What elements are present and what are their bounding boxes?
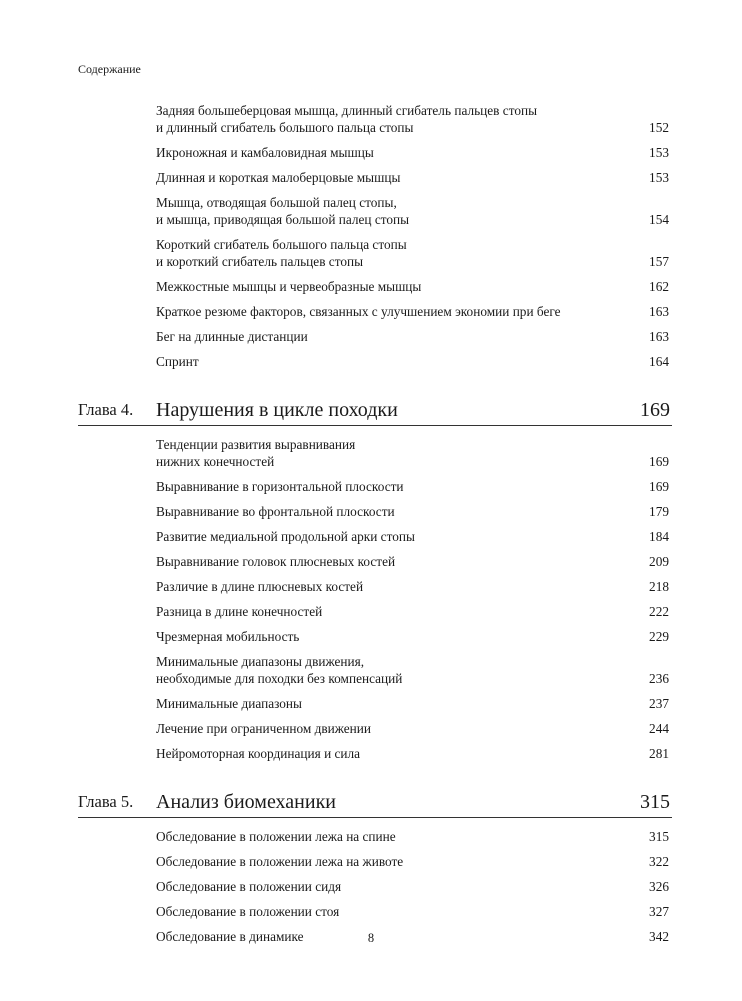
toc-entry-page-number: 236 [649, 671, 669, 686]
toc-entry-page-number: 179 [649, 504, 669, 519]
toc-entry-title: Обследование в положении лежа на спине [156, 829, 396, 844]
chapter-heading[interactable] [78, 787, 672, 818]
toc-entry-page-number: 153 [649, 170, 669, 185]
page-number: 8 [367, 931, 375, 945]
toc-entry[interactable] [156, 903, 669, 920]
toc-entry[interactable] [156, 878, 669, 895]
toc-entry[interactable] [156, 653, 669, 687]
toc-entry[interactable] [156, 303, 669, 320]
toc-entry-title: Минимальные диапазоны [156, 696, 302, 711]
toc-entry-title: Короткий сгибатель большого пальца стопы и короткий сгибатель пальцев стопы [156, 237, 407, 269]
toc-entry[interactable] [156, 828, 669, 845]
toc-entry[interactable] [156, 353, 669, 370]
toc-entry[interactable] [156, 328, 669, 345]
toc-entry[interactable] [156, 478, 669, 495]
toc-entry-title: Задняя большеберцовая мышца, длинный сгибатель пальцев стопы и длинный сгибатель большого пальца стопы [156, 103, 538, 135]
toc-entry[interactable] [156, 578, 669, 595]
toc-entry[interactable] [156, 236, 669, 270]
toc-entry-page-number: 163 [649, 304, 669, 319]
toc-entry-page-number: 157 [649, 254, 669, 269]
toc-entry[interactable] [156, 102, 669, 136]
toc-entry-page-number: 342 [649, 929, 669, 944]
chapter-title[interactable]: Нарушения в цикле походки [156, 399, 398, 421]
toc-entry-page-number: 222 [649, 604, 669, 619]
toc-entry-title: Выравнивание в горизонтальной плоскости [156, 479, 404, 494]
toc-entry-title: Обследование в положении сидя [156, 879, 342, 894]
toc-entry-title: Икроножная и камбаловидная мышцы [156, 145, 374, 160]
toc-entry-title: Тенденции развития выравнивания нижних конечностей [156, 437, 356, 469]
toc-entry[interactable] [156, 553, 669, 570]
toc-entry[interactable] [156, 720, 669, 737]
toc-entry-title: Нейромоторная координация и сила [156, 746, 361, 761]
toc-entry-page-number: 209 [649, 554, 669, 569]
chapter-page-number: 315 [640, 791, 670, 813]
toc-entry-title: Различие в длине плюсневых костей [156, 579, 364, 594]
chapter-heading[interactable] [78, 395, 672, 426]
toc-entry-title: Выравнивание во фронтальной плоскости [156, 504, 395, 519]
running-head: Содержание [78, 62, 141, 76]
chapter-title[interactable]: Анализ биомеханики [156, 791, 336, 813]
toc-entry-title: Выравнивание головок плюсневых костей [156, 554, 396, 569]
toc-entry[interactable] [156, 853, 669, 870]
toc-entry-page-number: 163 [649, 329, 669, 344]
toc-entry[interactable] [156, 503, 669, 520]
toc-entry-page-number: 218 [649, 579, 669, 594]
toc-entry-title: Обследование в динамике [156, 929, 304, 944]
toc-entry[interactable] [156, 169, 669, 186]
toc-entry-page-number: 326 [649, 879, 669, 894]
toc-entry[interactable] [156, 278, 669, 295]
toc-entry-page-number: 184 [649, 529, 669, 544]
toc-entry-page-number: 154 [649, 212, 669, 227]
toc-entry-page-number: 244 [649, 721, 669, 736]
toc-entry[interactable] [156, 745, 669, 762]
toc-entry-title: Лечение при ограниченном движении [156, 721, 372, 736]
toc-entry-title: Развитие медиальной продольной арки стопы [156, 529, 415, 544]
toc-entry[interactable] [156, 695, 669, 712]
toc-entry[interactable] [156, 603, 669, 620]
chapter-label: Глава 5. [78, 792, 134, 811]
toc-entry[interactable] [156, 194, 669, 228]
toc-entry-title: Бег на длинные дистанции [156, 329, 308, 344]
toc-entry-page-number: 169 [649, 454, 669, 469]
toc-entry-title: Минимальные диапазоны движения, необходимые для походки без компенсаций [156, 654, 403, 686]
toc-entry-title: Обследование в положении лежа на животе [156, 854, 404, 869]
toc-entry-page-number: 315 [649, 829, 669, 844]
toc-entry-page-number: 322 [649, 854, 669, 869]
toc-entry-title: Межкостные мышцы и червеобразные мышцы [156, 279, 422, 294]
toc-entry-page-number: 164 [649, 354, 669, 369]
toc-entry-page-number: 229 [649, 629, 669, 644]
chapter-page-number: 169 [640, 399, 670, 421]
toc-entry-title: Спринт [156, 354, 199, 369]
toc-entry-title: Обследование в положении стоя [156, 904, 340, 919]
toc-entry-page-number: 327 [649, 904, 669, 919]
toc-entry-title: Чрезмерная мобильность [156, 629, 300, 644]
toc-entry[interactable] [156, 528, 669, 545]
toc-entry-page-number: 152 [649, 120, 669, 135]
toc-entry-page-number: 153 [649, 145, 669, 160]
toc-entry[interactable] [156, 628, 669, 645]
toc-entry-title: Разница в длине конечностей [156, 604, 323, 619]
toc-entry-title: Длинная и короткая малоберцовые мышцы [156, 170, 401, 185]
toc-entry-page-number: 162 [649, 279, 669, 294]
chapter-label: Глава 4. [78, 400, 134, 419]
toc-entry[interactable] [156, 144, 669, 161]
toc-entry-title: Мышца, отводящая большой палец стопы, и мышца, приводящая большой палец стопы [156, 195, 410, 227]
toc-entry-page-number: 237 [649, 696, 669, 711]
toc-entry[interactable] [156, 436, 669, 470]
toc-entry-title: Краткое резюме факторов, связанных с улучшением экономии при беге [156, 304, 561, 319]
toc-entry-page-number: 169 [649, 479, 669, 494]
toc-entry-page-number: 281 [649, 746, 669, 761]
